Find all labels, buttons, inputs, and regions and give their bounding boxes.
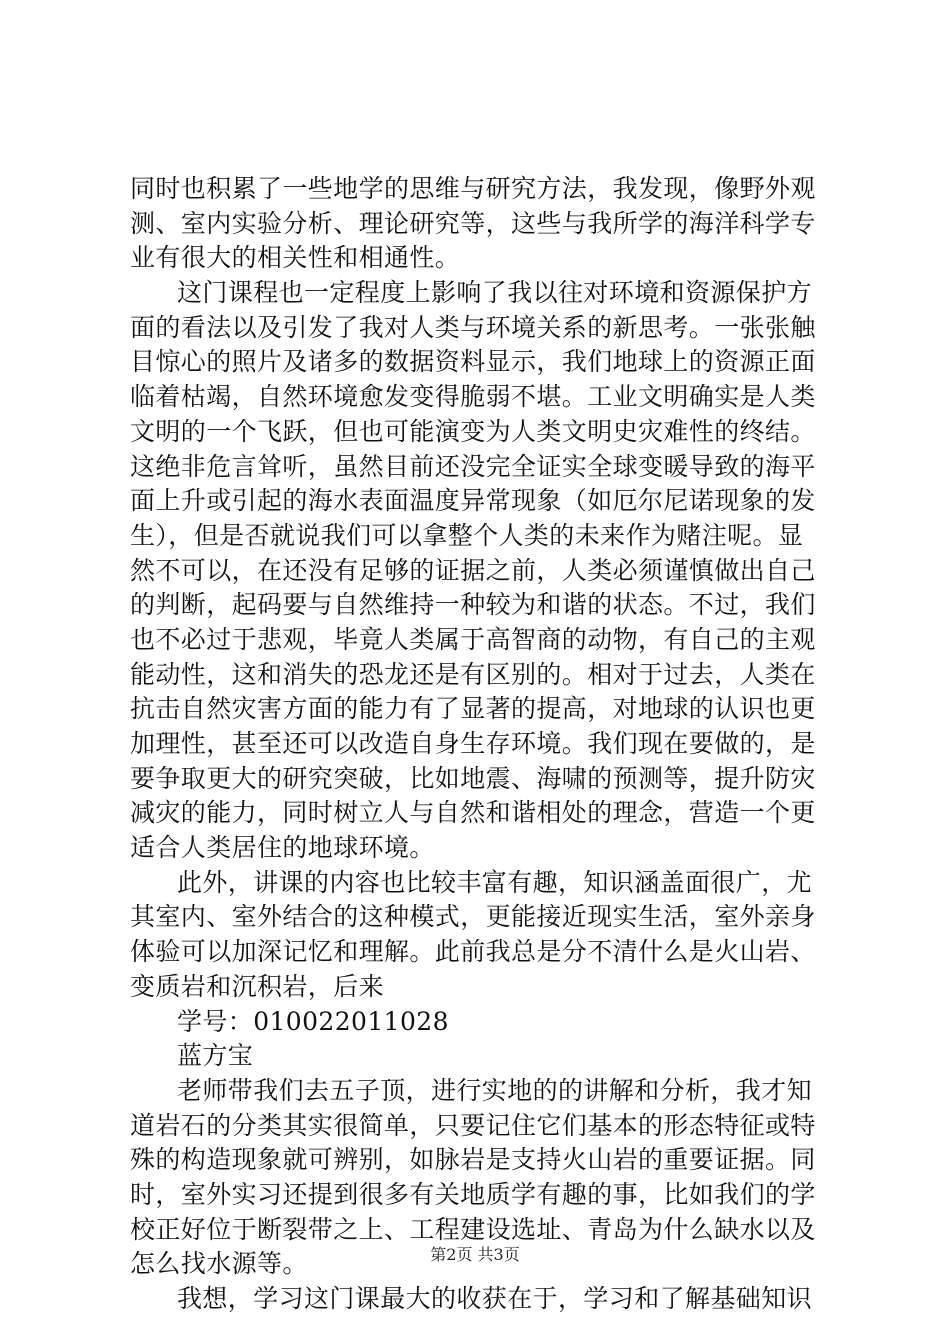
text-line: 时，室外实习还提到很多有关地质学有趣的事，比如我们的学	[130, 1179, 816, 1209]
text-line: 怎么找水源等。	[130, 1249, 308, 1279]
text-line: 此外，讲课的内容也比较丰富有趣，知识涵盖面很广，尤	[177, 867, 813, 897]
text-line: 加理性，甚至还可以改造自身生存环境。我们现在要做的，是	[130, 729, 816, 758]
text-line: 同时也积累了一些地学的思维与研究方法，我发现，像野外观	[130, 174, 816, 203]
text-line: 测、室内实验分析、理论研究等，这些与我所学的海洋科学专	[130, 208, 816, 238]
text-line: 面上升或引起的海水表面温度异常现象（如厄尔尼诺现象的发	[130, 486, 816, 516]
text-line: 道岩石的分类其实很简单，只要记住它们基本的形态特征或特	[130, 1110, 816, 1140]
text-line: 也不必过于悲观，毕竟人类属于高智商的动物，有自己的主观	[130, 624, 816, 654]
text-line: 要争取更大的研究突破，比如地震、海啸的预测等，提升防灾	[130, 763, 816, 793]
text-line: 体验可以加深记忆和理解。此前我总是分不清什么是火山岩、	[130, 937, 816, 967]
text-line: 学号：010022011028	[177, 1006, 449, 1036]
text-line: 变质岩和沉积岩，后来	[130, 971, 385, 1001]
text-line: 业有很大的相关性和相通性。	[130, 243, 461, 273]
text-line: 这门课程也一定程度上影响了我以往对环境和资源保护方	[177, 278, 813, 308]
text-line: 减灾的能力，同时树立人与自然和谐相处的理念，营造一个更	[130, 798, 816, 828]
text-line: 生），但是否就说我们可以拿整个人类的未来作为赌注呢。显	[130, 520, 804, 550]
text-line: 然不可以，在还没有足够的证据之前，人类必须谨慎做出自己	[130, 555, 816, 585]
text-line: 校正好位于断裂带之上、工程建设选址、青岛为什么缺水以及	[130, 1214, 816, 1244]
text-line: 我想，学习这门课最大的收获在于，学习和了解基础知识	[177, 1284, 813, 1313]
text-line: 文明的一个飞跃，但也可能演变为人类文明史灾难性的终结。	[130, 416, 816, 446]
text-line: 其室内、室外结合的这种模式，更能接近现实生活，室外亲身	[130, 902, 816, 932]
text-line: 老师带我们去五子顶，进行实地的的讲解和分析，我才知	[177, 1075, 813, 1105]
text-line: 这绝非危言耸听，虽然目前还没完全证实全球变暖导致的海平	[130, 451, 816, 481]
text-line: 临着枯竭，自然环境愈发变得脆弱不堪。工业文明确实是人类	[130, 382, 816, 412]
body-text	[130, 172, 830, 1317]
text-line: 蓝方宝	[177, 1041, 254, 1071]
text-line: 目惊心的照片及诸多的数据资料显示，我们地球上的资源正面	[130, 347, 816, 377]
text-line: 面的看法以及引发了我对人类与环境关系的新思考。一张张触	[130, 312, 816, 342]
text-line: 殊的构造现象就可辨别，如脉岩是支持火山岩的重要证据。同	[130, 1145, 816, 1175]
text-line: 抗击自然灾害方面的能力有了显著的提高，对地球的认识也更	[130, 694, 816, 724]
text-line: 的判断，起码要与自然维持一种较为和谐的状态。不过，我们	[130, 590, 816, 620]
page-footer: 第2页 共3页	[430, 1245, 520, 1264]
text-line: 能动性，这和消失的恐龙还是有区别的。相对于过去，人类在	[130, 659, 816, 689]
text-line: 适合人类居住的地球环境。	[130, 833, 435, 863]
